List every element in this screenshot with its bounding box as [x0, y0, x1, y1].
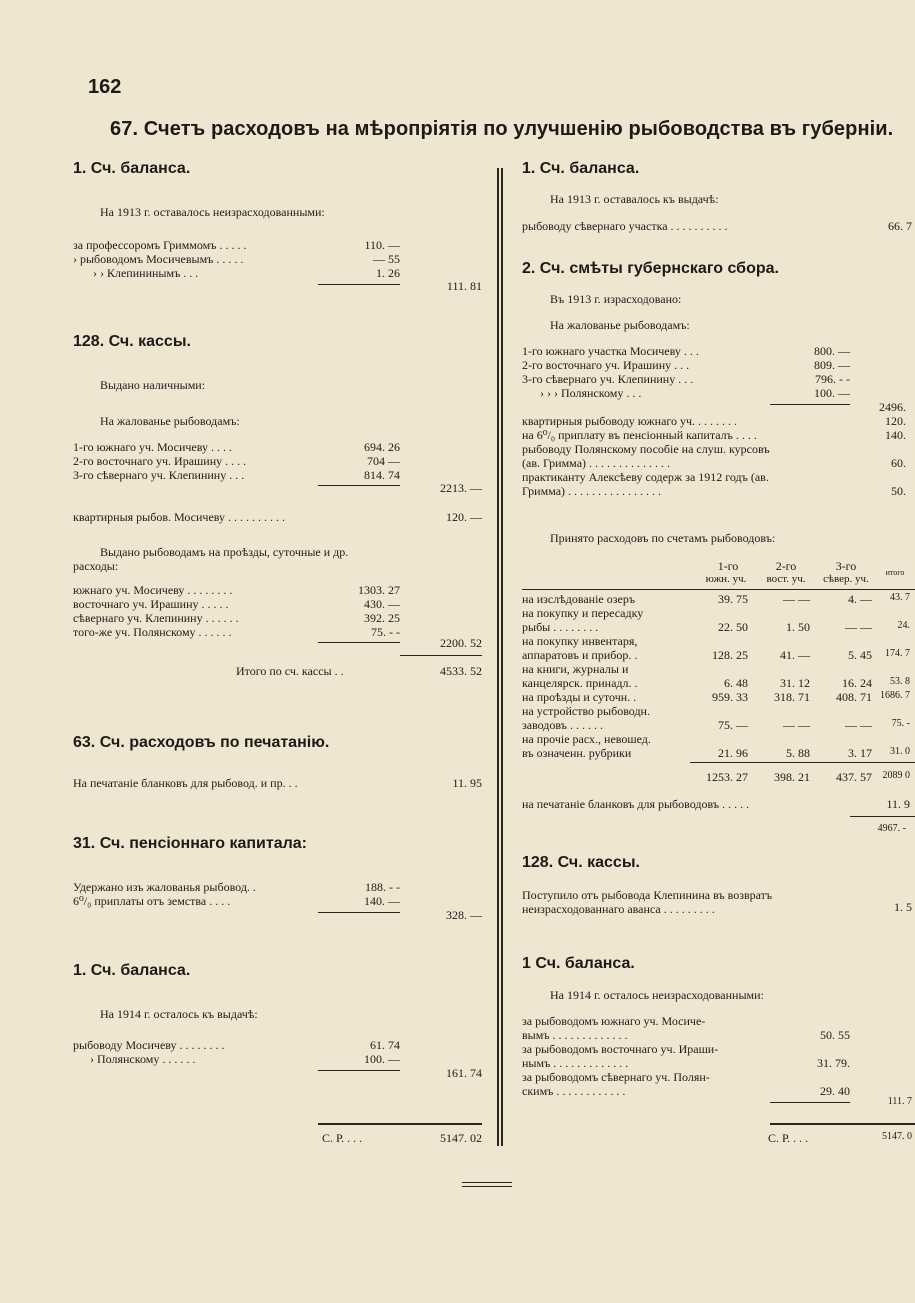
table-header-cell: итого: [885, 568, 905, 577]
subtotal-value: 111. 7: [887, 1096, 912, 1107]
grand-total-rule: [770, 1123, 915, 1125]
table-row-label: на покупку и пересадку: [522, 606, 644, 620]
row-label: нымъ . . . . . . . . . . . . .: [522, 1056, 629, 1070]
table-cell: — —: [845, 620, 872, 634]
row-value: 188. - -: [365, 880, 400, 894]
row-value: 66. 7: [888, 219, 912, 233]
table-cell: 53. 8: [890, 676, 910, 687]
section-heading: 128. Сч. кассы.: [73, 333, 191, 350]
row-label: 6⁰/₀ приплаты отъ земства . . . .: [73, 894, 231, 908]
table-row-label: въ означенн. рубрики: [522, 746, 632, 760]
row-label: 2-го восточнаго уч. Ирашину . . . .: [73, 454, 247, 468]
row-label: Поступило отъ рыбовода Клепинина въ возвратъ: [522, 888, 773, 902]
row-label: неизрасходованнаго аванса . . . . . . . . .: [522, 902, 715, 916]
grand-total-rule: [318, 1123, 482, 1125]
section-text: Выдано рыбоводамъ на проѣзды, суточные и др.: [100, 545, 349, 559]
table-total-cell: 1253. 27: [706, 770, 748, 784]
row-label: квартирныя рыбоводу южнаго уч. . . . . . . .: [522, 414, 738, 428]
table-cell: 31. 12: [780, 676, 810, 690]
sum-rule: [850, 816, 915, 817]
total-value: 4533. 52: [440, 664, 482, 678]
closing-ornament-line: [462, 1186, 512, 1187]
table-header-cell: сѣвер. уч.: [823, 573, 869, 585]
table-cell: — —: [845, 718, 872, 732]
row-value: 140. —: [364, 894, 400, 908]
table-header-cell: 2-го: [775, 559, 797, 573]
column-divider-right: [501, 168, 503, 1146]
row-value: 800. —: [814, 344, 850, 358]
table-row-label: аппаратовъ и прибор. .: [522, 648, 638, 662]
table-row-label: на изслѣдованіе озеръ: [522, 592, 636, 606]
row-label: на 6⁰/₀ приплату въ пенсіонный капиталъ . . . .: [522, 428, 757, 442]
grand-total-value: 5147. 0: [882, 1131, 912, 1142]
table-total-rule: [690, 762, 915, 763]
sum-rule: [770, 404, 850, 405]
row-value: 814. 74: [364, 468, 400, 482]
grand-total-value: 5147. 02: [440, 1131, 482, 1145]
section-heading: 1. Сч. баланса.: [73, 962, 191, 979]
row-value: 392. 25: [364, 611, 400, 625]
table-row-label: канцелярск. принадл. .: [522, 676, 638, 690]
table-header-cell: 1-го: [717, 559, 739, 573]
row-value: 704 —: [367, 454, 400, 468]
page-number: 162: [88, 76, 122, 98]
table-cell: 75. —: [718, 718, 748, 732]
row-label: сѣвернаго уч. Клепинину . . . . . .: [73, 611, 239, 625]
section-text: На 1913 г. оставалось неизрасходованными:: [100, 205, 325, 219]
table-cell: 318. 71: [774, 690, 810, 704]
section-text: На 1914 г. осталось къ выдачѣ:: [100, 1007, 258, 1021]
section-heading: 1 Сч. баланса.: [522, 955, 635, 972]
row-label: практиканту Алексѣеву содерж за 1912 годъ (ав.: [522, 470, 769, 484]
sum-rule: [318, 485, 400, 486]
section-heading: 2. Сч. смѣты губернскаго сбора.: [522, 260, 779, 277]
table-cell: 24.: [897, 620, 910, 631]
row-value: 809. —: [814, 358, 850, 372]
sum-rule: [318, 912, 400, 913]
section-text: На жалованье рыбоводамъ:: [550, 318, 690, 332]
section-heading: 1. Сч. баланса.: [73, 160, 191, 177]
table-row-label: на устройство рыбоводн.: [522, 704, 650, 718]
table-cell: 39. 75: [718, 592, 748, 606]
row-label: за рыбоводомъ сѣвернаго уч. Полян-: [522, 1070, 710, 1084]
sum-rule: [318, 1070, 400, 1071]
row-label: 1-го южнаго участка Мосичеву . . .: [522, 344, 699, 358]
row-value: 75. - -: [371, 625, 400, 639]
table-row-label: на книги, журналы и: [522, 662, 629, 676]
row-value: 110. —: [364, 238, 400, 252]
column-divider-left: [497, 168, 499, 1146]
table-cell: 6. 48: [724, 676, 748, 690]
row-value: 61. 74: [370, 1038, 400, 1052]
table-cell: 41. —: [780, 648, 810, 662]
table-header-cell: 3-го: [835, 559, 857, 573]
row-value: 140.: [885, 428, 906, 442]
table-cell: 5. 88: [786, 746, 810, 760]
row-label: 3-го сѣвернаго уч. Клепинину . . .: [522, 372, 694, 386]
table-cell: 75. -: [891, 718, 910, 729]
row-label: за профессоромъ Гриммомъ . . . . .: [73, 238, 247, 252]
table-total-cell: 2089 0: [882, 770, 910, 781]
subtotal-value: 2213. —: [440, 481, 482, 495]
section-text: расходы:: [73, 559, 119, 573]
subtotal-value: 2200. 52: [440, 636, 482, 650]
row-value: 1. 26: [376, 266, 400, 280]
row-label: › Полянскому . . . . . .: [90, 1052, 196, 1066]
row-label: рыбоводу сѣвернаго участка . . . . . . . . . .: [522, 219, 728, 233]
table-cell: 43. 7: [890, 592, 910, 603]
row-label: рыбоводу Мосичеву . . . . . . . .: [73, 1038, 225, 1052]
row-label: Удержано изъ жалованья рыбовод. .: [73, 880, 256, 894]
subtotal-value: 4967. -: [877, 823, 906, 834]
table-row-label: на проѣзды и суточн. .: [522, 690, 637, 704]
table-cell: 1686. 7: [880, 690, 910, 701]
sum-rule: [400, 655, 482, 656]
table-header-cell: южн. уч.: [705, 573, 747, 585]
table-total-cell: 398. 21: [774, 770, 810, 784]
row-label: (ав. Гримма) . . . . . . . . . . . . . .: [522, 456, 671, 470]
row-value: 60.: [891, 456, 906, 470]
page-title: 67. Счетъ расходовъ на мѣропріятія по улучшенію рыбоводства въ губерніи.: [110, 118, 894, 140]
table-cell: 5. 45: [848, 648, 872, 662]
table-cell: 4. —: [848, 592, 872, 606]
table-cell: 22. 50: [718, 620, 748, 634]
row-label: на печатаніе бланковъ для рыбоводовъ . . . . .: [522, 797, 750, 811]
subtotal-value: 328. —: [446, 908, 482, 922]
section-text: На 1914 г. осталось неизрасходованными:: [550, 988, 764, 1002]
section-text: Выдано наличными:: [100, 378, 206, 392]
row-value: 11. 95: [452, 776, 482, 790]
section-text: На 1913 г. оставалось къ выдачѣ:: [550, 192, 719, 206]
table-cell: 3. 17: [848, 746, 872, 760]
table-cell: 174. 7: [885, 648, 910, 659]
row-value: 11. 9: [886, 797, 910, 811]
section-text: Въ 1913 г. израсходовано:: [550, 292, 682, 306]
section-heading: 128. Сч. кассы.: [522, 854, 640, 871]
sum-rule: [318, 284, 400, 285]
table-cell: 1. 50: [786, 620, 810, 634]
row-label: скимъ . . . . . . . . . . . .: [522, 1084, 626, 1098]
table-header-cell: вост. уч.: [766, 573, 806, 585]
row-label: за рыбоводомъ южнаго уч. Мосиче-: [522, 1014, 706, 1028]
grand-total-label: С. Р. . . .: [768, 1131, 809, 1145]
row-value: 1. 5: [894, 900, 912, 914]
closing-ornament-line: [462, 1182, 512, 1183]
table-cell: 31. 0: [890, 746, 910, 757]
row-label: Гримма) . . . . . . . . . . . . . . . .: [522, 484, 662, 498]
row-value: 430. —: [364, 597, 400, 611]
row-value: 694. 26: [364, 440, 400, 454]
row-value: 100. —: [364, 1052, 400, 1066]
row-label: восточнаго уч. Ирашину . . . . .: [73, 597, 229, 611]
table-header-rule: [522, 589, 915, 590]
table-row-label: на покупку инвентаря,: [522, 634, 638, 648]
section-heading: 63. Сч. расходовъ по печатанію.: [73, 734, 330, 751]
row-label: 2-го восточнаго уч. Ирашину . . .: [522, 358, 690, 372]
row-label: На печатаніе бланковъ для рыбовод. и пр. . .: [73, 776, 298, 790]
subtotal-value: 161. 74: [446, 1066, 482, 1080]
table-cell: 21. 96: [718, 746, 748, 760]
section-heading: 1. Сч. баланса.: [522, 160, 640, 177]
row-label: рыбоводу Полянскому пособіе на слуш. курсовъ: [522, 442, 770, 456]
row-label: › рыбоводомъ Мосичевымъ . . . . .: [73, 252, 244, 266]
row-value: 31. 79.: [817, 1056, 850, 1070]
row-label: 3-го сѣвернаго уч. Клепинину . . .: [73, 468, 245, 482]
section-text: На жалованье рыбоводамъ:: [100, 414, 240, 428]
row-value: 29. 40: [820, 1084, 850, 1098]
row-value: — 55: [373, 252, 400, 266]
table-cell: 408. 71: [836, 690, 872, 704]
row-label: › › Клепининымъ . . .: [93, 266, 199, 280]
row-label: вымъ . . . . . . . . . . . . .: [522, 1028, 628, 1042]
total-label: Итого по сч. кассы . .: [236, 664, 344, 678]
table-row-label: на прочіе расх., невошед.: [522, 732, 651, 746]
table-cell: 959. 33: [712, 690, 748, 704]
sum-rule: [770, 1102, 850, 1103]
row-value: 50.: [891, 484, 906, 498]
row-label: 1-го южнаго уч. Мосичеву . . . .: [73, 440, 233, 454]
row-label: южнаго уч. Мосичеву . . . . . . . .: [73, 583, 233, 597]
row-label: за рыбоводомъ восточнаго уч. Ираши-: [522, 1042, 719, 1056]
section-heading: 31. Сч. пенсіоннаго капитала:: [73, 835, 307, 852]
table-row-label: заводовъ . . . . . .: [522, 718, 603, 732]
row-label: › › › Полянскому . . .: [540, 386, 642, 400]
table-cell: — —: [783, 592, 810, 606]
row-label: квартирныя рыбов. Мосичеву . . . . . . . . . .: [73, 510, 286, 524]
row-value: 120.: [885, 414, 906, 428]
section-text: Принято расходовъ по счетамъ рыбоводовъ:: [550, 531, 776, 545]
grand-total-label: С. Р. . . .: [322, 1131, 363, 1145]
row-value: 796. - -: [815, 372, 850, 386]
row-label: того-же уч. Полянскому . . . . . .: [73, 625, 232, 639]
subtotal-value: 111. 81: [446, 279, 482, 293]
row-value: 100. —: [814, 386, 850, 400]
table-cell: 128. 25: [712, 648, 748, 662]
sum-rule: [318, 642, 400, 643]
row-value: 50. 55: [820, 1028, 850, 1042]
table-cell: — —: [783, 718, 810, 732]
table-row-label: рыбы . . . . . . . .: [522, 620, 599, 634]
subtotal-value: 2496.: [879, 400, 906, 414]
table-cell: 16. 24: [842, 676, 872, 690]
row-value: 120. —: [446, 510, 482, 524]
table-total-cell: 437. 57: [836, 770, 872, 784]
row-value: 1303. 27: [358, 583, 400, 597]
